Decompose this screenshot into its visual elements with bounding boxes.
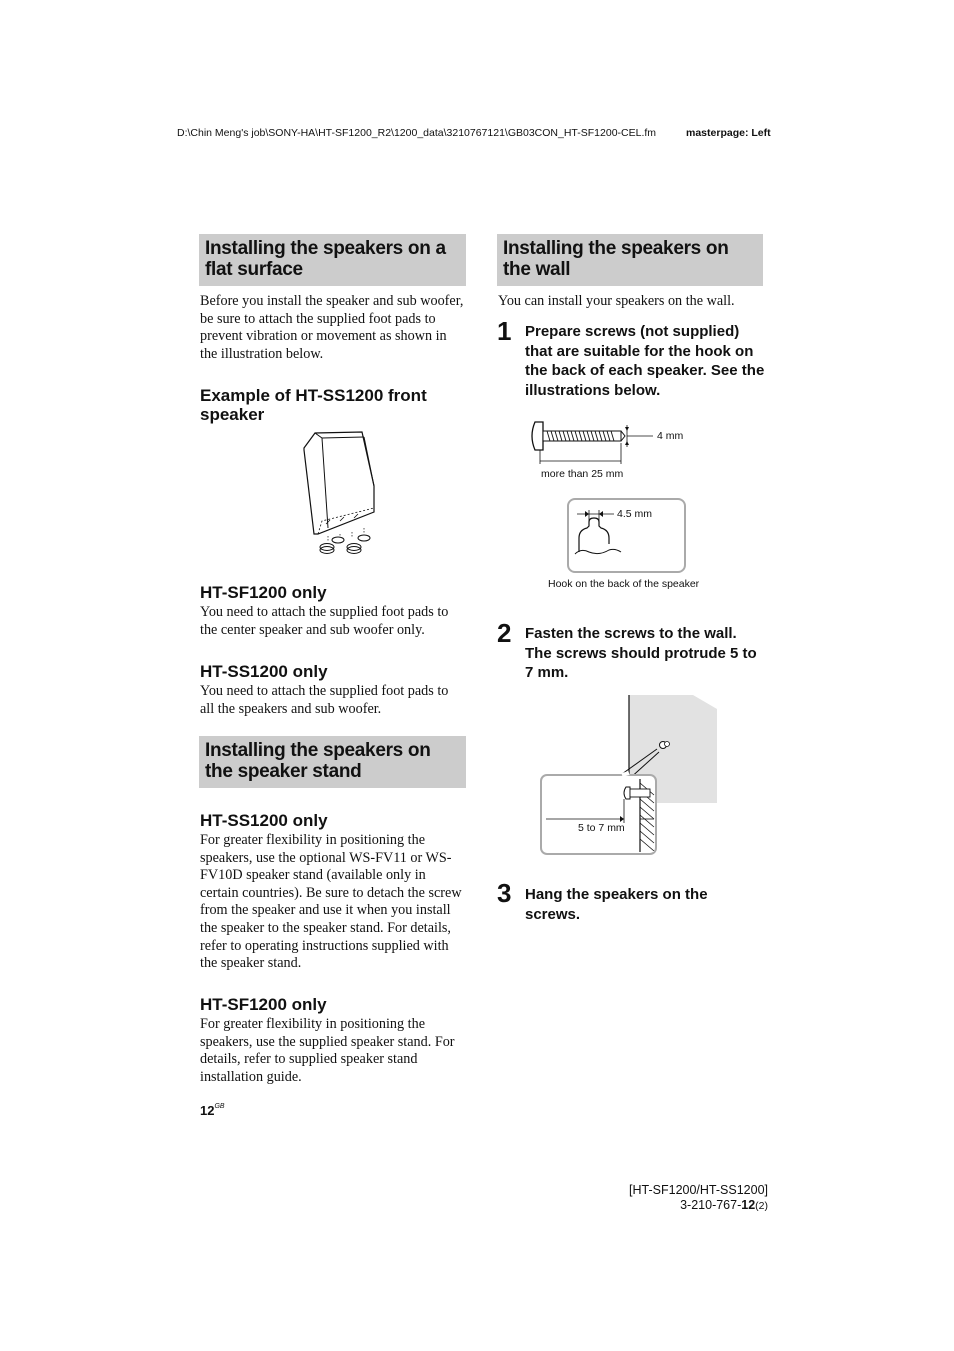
page-number-value: 12 bbox=[200, 1103, 215, 1118]
part-number-page: 12 bbox=[741, 1197, 756, 1212]
ss1200-heading-1: HT-SS1200 only bbox=[200, 662, 328, 681]
screw-diameter-label: 4 mm bbox=[657, 430, 684, 442]
ss1200-text-1: You need to attach the supplied foot pads to all the speakers and sub woofer. bbox=[200, 683, 449, 717]
part-number-prefix: 3-210-767- bbox=[680, 1197, 742, 1212]
ss1200-text-2: For greater flexibility in positioning the speakers, use the optional WS-FV11 or WS-FV10D speaker stand (available only in certain countries). Be sure to detach the screw from the speaker and use it when you install the speaker to the speaker stand. For details, refer to operating instructions supplied with the speaker stand. bbox=[200, 832, 462, 972]
step-3-text: Hang the speakers on the screws. bbox=[525, 886, 708, 923]
step-2-number: 2 bbox=[497, 618, 512, 648]
page-number-suffix: GB bbox=[214, 1103, 225, 1110]
file-path: D:\Chin Meng's job\SONY-HA\HT-SF1200_R2\1200_data\3210767121\GB03CON_HT-SF1200-CEL.fm bbox=[177, 127, 657, 139]
step-1-number: 1 bbox=[497, 316, 512, 346]
wall-intro: You can install your speakers on the wall. bbox=[498, 293, 735, 309]
section-title-text: Installing the speakers on the wall bbox=[503, 238, 729, 280]
page-number bbox=[200, 1103, 225, 1118]
speaker-footpad-illustration bbox=[298, 428, 382, 562]
section-title-text: Installing the speakers on the speaker stand bbox=[205, 740, 431, 782]
protrude-label: 5 to 7 mm bbox=[578, 822, 625, 834]
section-title-flat-surface bbox=[199, 234, 466, 286]
example-heading: Example of HT-SS1200 front speaker bbox=[200, 386, 427, 424]
part-number-suffix: (2) bbox=[755, 1199, 768, 1212]
step-1-text: Prepare screws (not supplied) that are suitable for the hook on the back of each speaker. See the illustrations below. bbox=[525, 323, 765, 399]
section-title-wall bbox=[497, 234, 763, 286]
footer-part-number bbox=[560, 1198, 768, 1214]
ss1200-heading-2: HT-SS1200 only bbox=[200, 811, 328, 830]
screw-length-label: more than 25 mm bbox=[541, 468, 624, 480]
hook-caption: Hook on the back of the speaker bbox=[548, 578, 700, 590]
sf1200-text-2: For greater flexibility in positioning the speakers, use the supplied speaker stand. For details, refer to supplied speaker stand installation guide. bbox=[200, 1016, 455, 1085]
sf1200-heading-2: HT-SF1200 only bbox=[200, 995, 327, 1014]
section-title-text: Installing the speakers on a flat surface bbox=[205, 238, 446, 280]
wall-screw-illustration bbox=[538, 695, 720, 857]
section-title-speaker-stand bbox=[199, 736, 466, 788]
step-3-number: 3 bbox=[497, 878, 512, 908]
sf1200-heading-1: HT-SF1200 only bbox=[200, 583, 327, 602]
hook-diameter-label: 4.5 mm bbox=[617, 508, 653, 520]
sf1200-text-1: You need to attach the supplied foot pads to the center speaker and sub woofer only. bbox=[200, 604, 449, 638]
flat-intro: Before you install the speaker and sub woofer, be sure to attach the supplied foot pads to prevent vibration or movement as shown in the illustration below. bbox=[200, 293, 464, 362]
step-2-text: Fasten the screws to the wall. The screws should protrude 5 to 7 mm. bbox=[525, 625, 757, 681]
screw-illustration bbox=[525, 418, 695, 466]
footer-model: [HT-SF1200/HT-SS1200] bbox=[629, 1183, 768, 1197]
masterpage-label: masterpage: Left bbox=[686, 127, 771, 139]
footer-code bbox=[560, 1183, 768, 1213]
